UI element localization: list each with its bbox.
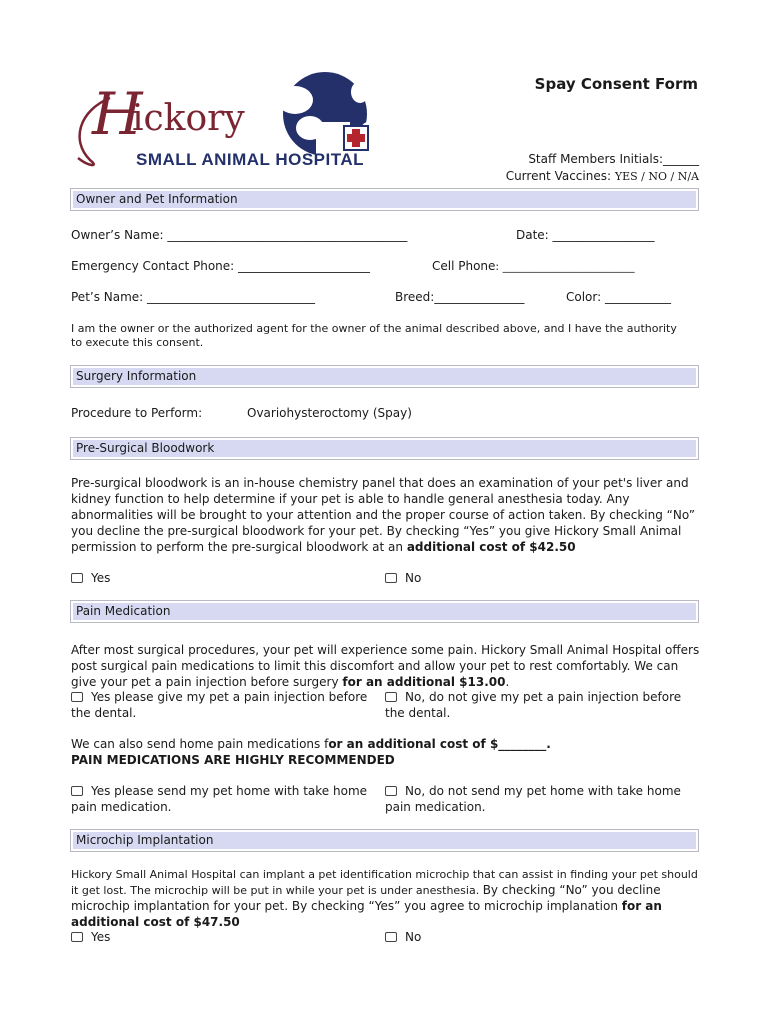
cell-phone-blank: : ________________________ xyxy=(495,260,635,273)
pain-injection-no-option[interactable] xyxy=(385,689,685,721)
checkbox[interactable] xyxy=(71,932,83,942)
pain-period: . xyxy=(505,675,510,689)
section-pain-medication xyxy=(70,600,699,623)
microchip-text: By checking “No” you decline microchip implantation for your pet. By checking “Yes” you agree to microchip implanation xyxy=(71,883,661,913)
checkbox[interactable] xyxy=(71,573,83,583)
procedure-label: Procedure to Perform: xyxy=(71,406,203,420)
logo-subtitle: SMALL ANIMAL HOSPITAL xyxy=(136,150,365,169)
checkbox[interactable] xyxy=(71,692,83,702)
owner-name-field[interactable]: Owner’s Name: ________________________________________ xyxy=(71,228,408,242)
section-heading: Pain Medication xyxy=(73,603,696,620)
section-heading: Microchip Implantation xyxy=(73,832,696,849)
vaccines-field[interactable] xyxy=(420,168,699,185)
bloodwork-yes-option[interactable] xyxy=(71,570,110,586)
checkbox[interactable] xyxy=(385,692,397,702)
cell-phone-field[interactable] xyxy=(432,259,635,273)
checkbox[interactable] xyxy=(71,786,83,796)
home-meds-offer xyxy=(71,736,701,768)
bloodwork-text: Pre-surgical bloodwork is an in-house chemistry panel that does an examination of your pet's liver and kidney function to help determine if your pet is able to handle general anesthesia today. Any abnormalities will be brought to your attention and the proper course of action taken. By checking “No” you decline the pre-surgical bloodwork for your pet. By checking “Yes” you give Hickory Small Animal permission to perform the pre-surgical bloodwork at an xyxy=(71,476,695,554)
cell-phone-label: Cell Phone xyxy=(432,259,496,273)
section-microchip xyxy=(70,829,699,852)
section-bloodwork xyxy=(70,437,699,460)
microchip-cost: for an additional cost of $47.50 xyxy=(71,899,662,929)
bloodwork-cost: additional cost of $42.50 xyxy=(406,540,576,554)
pain-injection-cost: for an additional $13.00 xyxy=(342,675,506,689)
pain-injection-yes-option[interactable] xyxy=(71,689,371,721)
section-heading: Surgery Information xyxy=(73,368,696,385)
option-label: No xyxy=(405,930,422,944)
option-label: Yes xyxy=(91,571,111,585)
checkbox[interactable] xyxy=(385,786,397,796)
bloodwork-no-option[interactable] xyxy=(385,570,421,586)
vaccines-label: Current Vaccines: xyxy=(505,169,612,183)
option-label: No xyxy=(405,571,422,585)
checkbox[interactable] xyxy=(385,573,397,583)
microchip-yes-option[interactable] xyxy=(71,929,110,945)
section-heading: Owner and Pet Information xyxy=(73,191,696,208)
microchip-description xyxy=(71,866,701,930)
date-field[interactable]: Date: _________________ xyxy=(516,228,655,242)
form-title: Spay Consent Form xyxy=(534,75,698,93)
section-surgery-info xyxy=(70,365,699,388)
option-label: Yes please send my pet home with take home pain medication. xyxy=(71,784,368,814)
option-label: Yes xyxy=(91,930,111,944)
option-label: Yes please give my pet a pain injection before the dental. xyxy=(71,690,368,720)
pet-name-field[interactable]: Pet’s Name: ____________________________ xyxy=(71,290,316,304)
home-meds-yes-option[interactable] xyxy=(71,783,371,815)
section-heading: Pre-Surgical Bloodwork xyxy=(73,440,696,457)
staff-block xyxy=(420,151,699,185)
procedure-value: Ovariohysteroctomy (Spay) xyxy=(247,406,412,420)
emergency-phone-field[interactable]: Emergency Contact Phone: ______________________ xyxy=(71,259,371,273)
home-meds-no-option[interactable] xyxy=(385,783,685,815)
vaccines-options: YES / NO / N/A xyxy=(614,170,699,183)
color-field[interactable]: Color: ___________ xyxy=(566,290,671,304)
pain-text: After most surgical procedures, your pet will experience some pain. Hickory Small Animal Hospital offers post surgical pain medications to limit this discomfort and allow your pet to rest comfortably. We can give your pet a pain injection before surgery xyxy=(71,643,700,689)
pain-description xyxy=(71,642,701,690)
section-owner-pet-info xyxy=(70,188,699,211)
staff-initials-field[interactable]: Staff Members Initials:______ xyxy=(528,152,699,166)
bloodwork-description xyxy=(71,475,701,555)
option-label: No, do not give my pet a pain injection before the dental. xyxy=(385,690,682,720)
hospital-logo xyxy=(70,70,390,175)
home-meds-cost-field[interactable]: or an additional cost of $________. xyxy=(328,737,551,751)
checkbox[interactable] xyxy=(385,932,397,942)
microchip-no-option[interactable] xyxy=(385,929,421,945)
microchip-text-small: Hickory Small Animal Hospital can implant a pet identification microchip that can assist in finding your pet should it get lost. The microchip will be put in while your pet is under anesthesia. xyxy=(71,868,698,897)
authorization-statement: I am the owner or the authorized agent for the owner of the animal described above, and I have the authority to execute this consent. xyxy=(71,322,677,349)
logo-initial: H xyxy=(92,80,143,148)
option-label: No, do not send my pet home with take home pain medication. xyxy=(385,784,681,814)
recommendation-text: PAIN MEDICATIONS ARE HIGHLY RECOMMENDED xyxy=(71,753,395,767)
logo-wordmark: ickory xyxy=(132,98,245,139)
home-meds-text: We can also send home pain medications f xyxy=(71,737,329,751)
breed-field[interactable]: Breed:_______________ xyxy=(395,290,525,304)
